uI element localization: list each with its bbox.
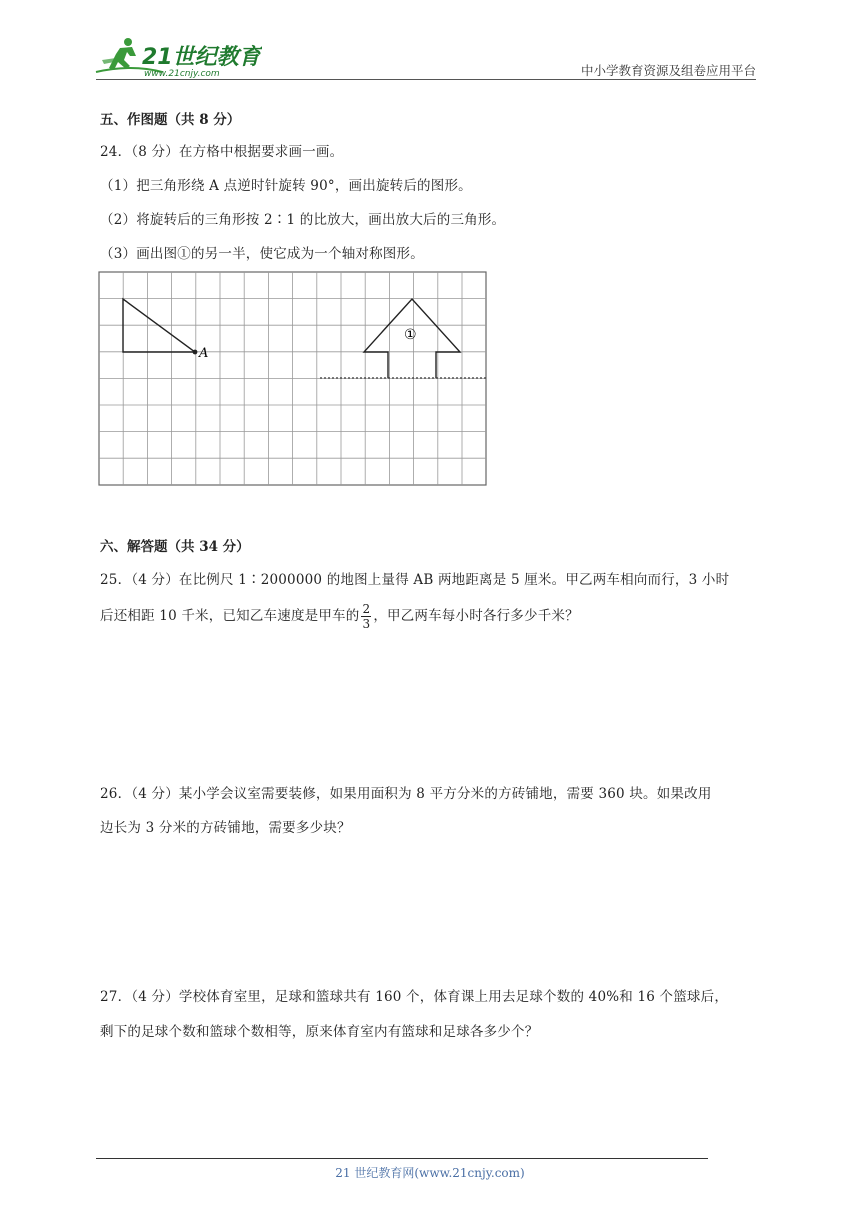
question-24-part-1: （1）把三角形绕 A 点逆时针旋转 90°，画出旋转后的图形。 — [100, 178, 472, 194]
logo-url: www.21cnjy.com — [144, 69, 220, 79]
drawing-grid — [98, 271, 488, 487]
footer-divider — [96, 1158, 708, 1159]
runner-icon — [102, 38, 136, 70]
question-26-line-1: 26．（4 分）某小学会议室需要装修，如果用面积为 8 平方分米的方砖铺地，需要 360 块。如果改用 — [100, 786, 712, 802]
question-25-text-before: 后还相距 10 千米，已知乙车速度是甲车的 — [100, 608, 360, 624]
header-divider — [96, 79, 756, 80]
fraction — [361, 602, 371, 631]
question-25-line-2 — [100, 599, 579, 633]
logo-text: 21世纪教育 — [142, 45, 261, 70]
question-27-line-2: 剩下的足球个数和篮球个数相等，原来体育室内有篮球和足球各多少个？ — [100, 1024, 539, 1040]
question-24-part-2: （2）将旋转后的三角形按 2∶1 的比放大，画出放大后的三角形。 — [100, 212, 506, 228]
footer-text: 21 世纪教育网(www.21cnjy.com) — [335, 1166, 525, 1180]
fraction-denominator: 3 — [362, 617, 371, 631]
question-25-text-after: ，甲乙两车每小时各行多少千米？ — [373, 608, 579, 624]
figure-1-label: ① — [404, 327, 417, 343]
question-24-part-3: （3）画出图①的另一半，使它成为一个轴对称图形。 — [100, 246, 424, 262]
point-a — [193, 350, 198, 355]
fraction-numerator: 2 — [362, 602, 371, 616]
question-27-line-1: 27．（4 分）学校体育室里，足球和篮球共有 160 个，体育课上用去足球个数的 40%和 16 个篮球后， — [100, 989, 729, 1005]
point-a-label: A — [199, 346, 209, 361]
platform-name: 中小学教育资源及组卷应用平台 — [580, 63, 756, 78]
section-title: 六、解答题（共 34 分） — [100, 539, 250, 555]
question-24-stem: 24．（8 分）在方格中根据要求画一画。 — [100, 144, 344, 160]
question-26-line-2: 边长为 3 分米的方砖铺地，需要多少块？ — [100, 820, 351, 836]
section-title: 五、作图题（共 8 分） — [100, 112, 241, 128]
question-25-line-1: 25．（4 分）在比例尺 1∶2000000 的地图上量得 AB 两地距离是 5 厘米。甲乙两车相向而行，3 小时 — [100, 572, 730, 588]
site-logo — [92, 34, 262, 80]
